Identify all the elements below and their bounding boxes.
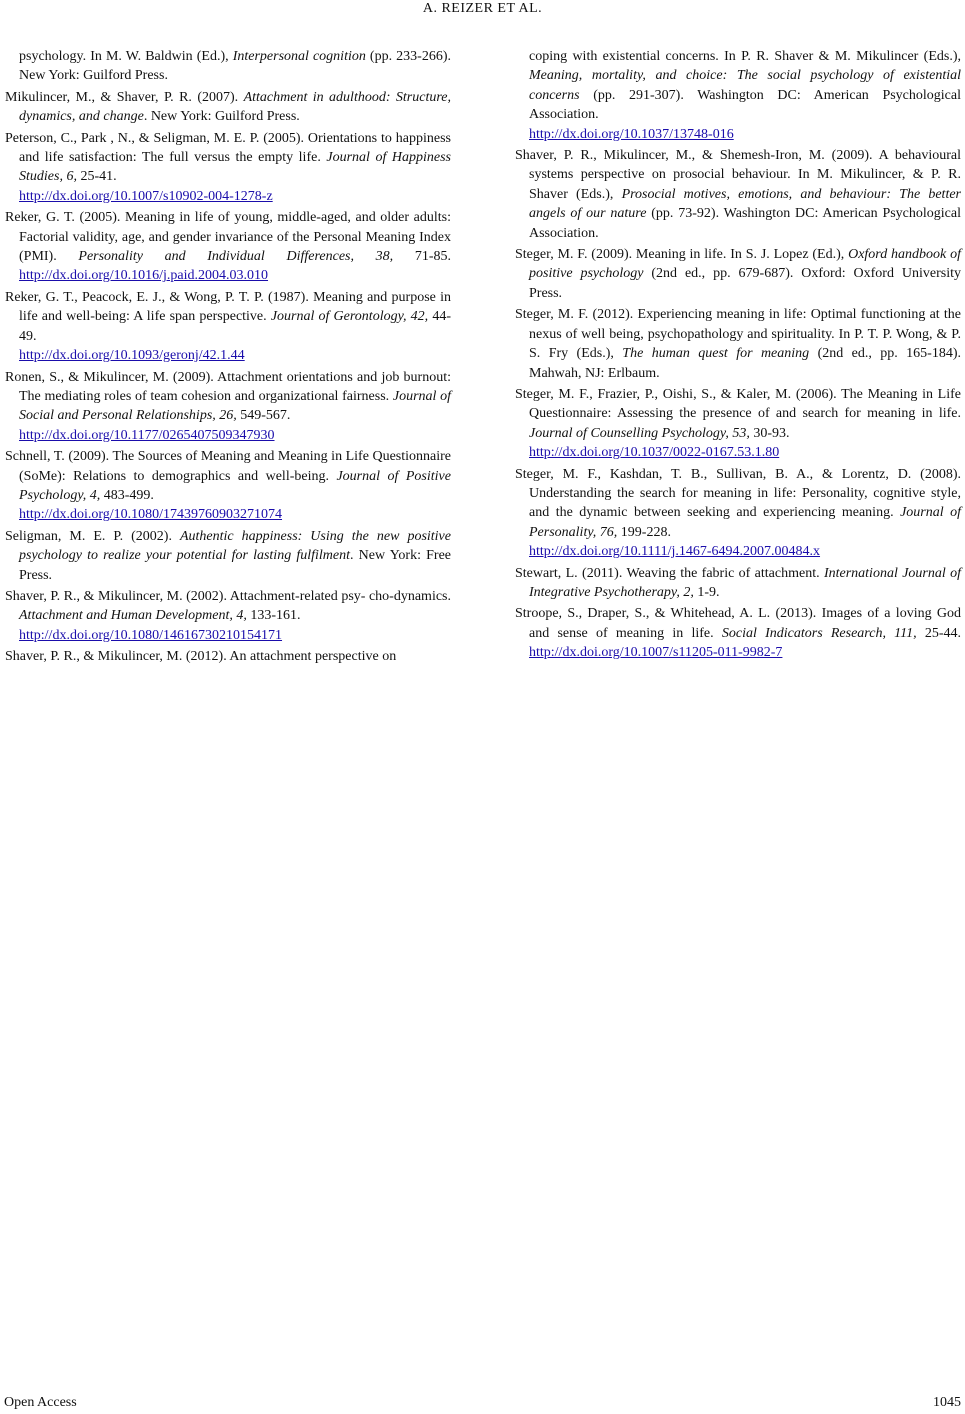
doi-link[interactable]: http://dx.doi.org/10.1037/0022-0167.53.1.80 [529,445,780,461]
reference-text: Reker, G. T., Peacock, E. J., & Wong, P. T. P. (1987). Meaning and purpose in life and well-being: A life span perspective. [5,289,451,325]
doi-link[interactable]: http://dx.doi.org/10.1177/0265407509347930 [19,427,275,443]
reference-text: 199-228. [617,524,671,540]
reference-entry [5,88,451,127]
reference-entry [5,368,451,446]
reference-entry [5,647,451,666]
reference-text: Shaver, P. R., & Mikulincer, M. (2012). An attachment perspective on [5,649,397,665]
reference-entry [515,465,961,562]
reference-entry [5,288,451,366]
reference-text: 549-567. [236,408,291,424]
reference-title: Journal of Counselling Psychology, 53, [529,425,750,441]
reference-entry [5,527,451,585]
doi-link[interactable]: http://dx.doi.org/10.1007/s10902-004-1278-z [19,188,273,204]
reference-text: 133-161. [246,608,301,624]
reference-entry [5,47,451,86]
reference-title: Oxford handbook of positive psychology [529,247,961,282]
reference-column-right [515,47,961,665]
reference-text: (2nd ed., pp. 165-184). Mahwah, NJ: Erlbaum. [529,346,961,381]
reference-title: Prosocial motives, emotions, and behaviour: The better angels of our nature [529,186,962,222]
reference-entry [5,447,451,525]
reference-column-left [5,47,451,669]
reference-title: Attachment and Human Development, 4, [19,608,247,624]
reference-title: Journal of Social and Personal Relationships, 26, [19,388,451,424]
reference-text: Seligman, M. E. P. (2002). [5,528,180,544]
reference-text: Schnell, T. (2009). The Sources of Meaning and Meaning in Life Questionnaire (SoMe): Relations to demographics and well-being. [5,449,451,484]
doi-link[interactable]: http://dx.doi.org/10.1093/geronj/42.1.44 [19,348,245,364]
reference-text: Stewart, L. (2011). Weaving the fabric of attachment. [515,565,824,581]
reference-text: . New York: Guilford Press. [143,109,300,125]
reference-entry [515,564,961,603]
reference-text: Mikulincer, M., & Shaver, P. R. (2007). [5,89,244,105]
reference-title: Social Indicators Research, 111, [721,625,917,641]
reference-text: 71-85. [393,249,451,265]
reference-title: Meaning, mortality, and choice: The social psychology of existential concerns [529,68,961,103]
reference-text: (pp. 73-92). Washington DC: American Psychological Association. [529,206,961,241]
reference-text: 30-93. [749,425,790,441]
reference-text: (pp. 233-266). New York: Guilford Press. [19,49,451,84]
reference-title: Journal of Happiness Studies, 6, [19,150,451,185]
reference-title: Journal of Positive Psychology, 4, [19,468,451,503]
doi-link[interactable]: http://dx.doi.org/10.1007/s11205-011-9982-7 [529,645,783,661]
reference-entry [515,47,961,144]
reference-entry [515,146,961,243]
reference-text: psychology. In M. W. Baldwin (Ed.), [19,49,233,64]
doi-link[interactable]: http://dx.doi.org/10.1016/j.paid.2004.03.010 [19,268,269,284]
reference-title: Personality and Individual Differences, 38, [78,249,394,265]
reference-title: Attachment in adulthood: Structure, dynamics, and change [19,89,451,125]
doi-link[interactable]: http://dx.doi.org/10.1037/13748-016 [529,126,734,142]
reference-title: Interpersonal cognition [232,49,366,64]
reference-text: 25-44. [916,625,962,641]
reference-text: Reker, G. T. (2005). Meaning in life of young, middle-aged, and older adults: Factorial validity, age, and gender invariance of the Personal Meaning Index (PMI). [5,210,451,265]
reference-text: . New York: Free Press. [19,548,451,583]
reference-entry [5,129,451,207]
reference-text: (2nd ed., pp. 679-687). Oxford: Oxford University Press. [529,266,961,301]
reference-text: 1-9. [693,584,720,600]
reference-text: Peterson, C., Park , N., & Seligman, M. E. P. (2005). Orientations to happiness and life satisfaction: The full versus the empty life. [5,130,451,166]
reference-text: 44-49. [19,309,451,344]
reference-text: Steger, M. F., Kashdan, T. B., Sullivan, B. A., & Lorentz, D. (2008). Understanding the search for meaning in life: Personality, cognitive style, and the dynamic between seeking and experiencing meaning. [515,466,961,521]
reference-entry [515,604,961,662]
reference-text: coping with existential concerns. In P. R. Shaver & M. Mikulincer (Eds.), [529,49,961,64]
reference-text: 483-499. [100,487,154,503]
reference-text: 25-41. [76,169,117,185]
doi-link[interactable]: http://dx.doi.org/10.1080/17439760903271074 [19,507,283,523]
reference-title: Authentic happiness: Using the new positive psychology to realize your potential for lasting fulfilment [19,528,451,564]
running-head: A. REIZER ET AL. [422,1,543,16]
reference-text: Steger, M. F. (2012). Experiencing meaning in life: Optimal functioning at the nexus of well being, psychopathology and spirituality. In P. T. P. Wong, & P. S. Fry (Eds.), [515,307,961,362]
reference-entry [515,385,961,463]
reference-entry [515,245,961,303]
reference-text: Ronen, S., & Mikulincer, M. (2009). Attachment orientations and job burnout: The mediating roles of team cohesion and organizational fairness. [5,369,451,404]
footer-journal-label: Open Access [4,1395,77,1410]
reference-text: (pp. 291-307). Washington DC: American Psychological Association. [529,87,961,123]
doi-link[interactable]: http://dx.doi.org/10.1080/14616730210154171 [19,627,283,643]
page-number: 1045 [933,1395,961,1410]
reference-text: Shaver, P. R., & Mikulincer, M. (2002). Attachment-related psy- cho-dynamics. [5,588,451,604]
reference-text: Stroope, S., Draper, S., & Whitehead, A. L. (2013). Images of a loving God and sense of meaning in life. [515,606,961,641]
reference-text: Steger, M. F. (2009). Meaning in life. In S. J. Lopez (Ed.), [515,247,849,263]
reference-entry [5,208,451,286]
reference-title: Journal of Gerontology, 42, [270,309,429,325]
reference-entry [5,587,451,645]
reference-title: The human quest for meaning [622,346,810,362]
reference-entry [515,305,961,383]
reference-title: Journal of Personality, 76, [529,505,961,540]
reference-text: Shaver, P. R., Mikulincer, M., & Shemesh-Iron, M. (2009). A behavioural systems perspective on prosocial behaviour. In M. Mikulincer, & P. R. Shaver (Eds.), [515,148,961,202]
doi-link[interactable]: http://dx.doi.org/10.1111/j.1467-6494.2007.00484.x [529,544,821,560]
reference-text: Steger, M. F., Frazier, P., Oishi, S., & Kaler, M. (2006). The Meaning in Life Questionnaire: Assessing the presence of and search for meaning in life. [515,386,961,422]
reference-title: International Journal of Integrative Psychotherapy, 2, [529,565,961,600]
